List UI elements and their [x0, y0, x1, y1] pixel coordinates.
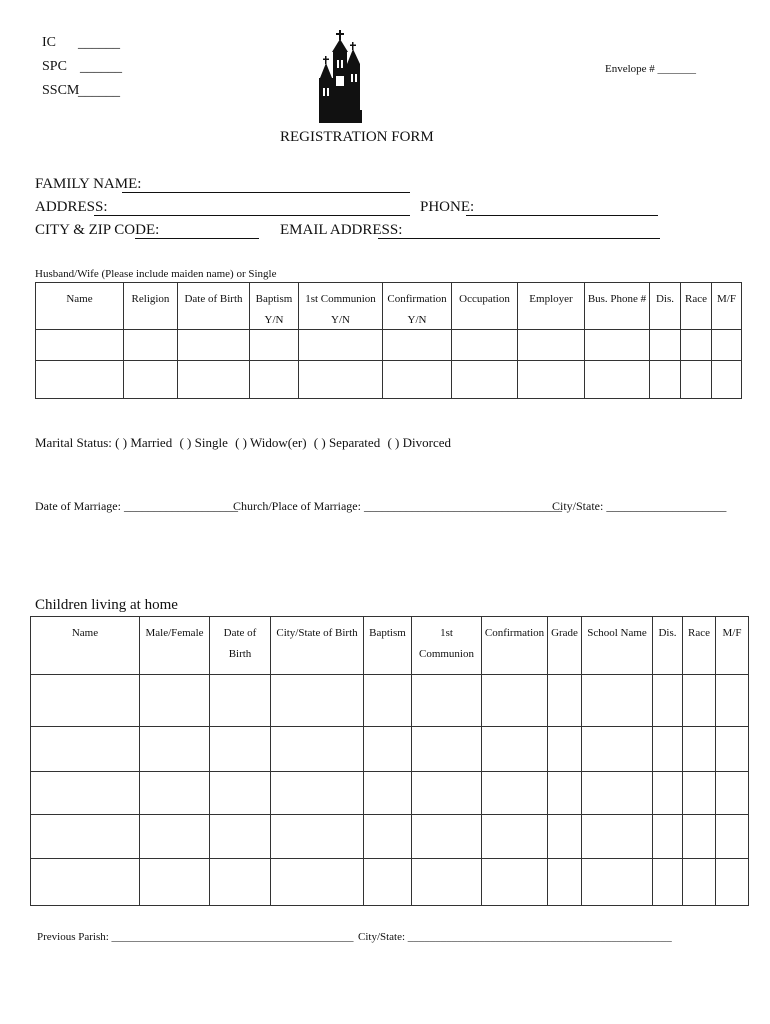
table-cell[interactable] — [364, 675, 412, 727]
table-row — [31, 675, 749, 727]
table-cell[interactable] — [683, 859, 716, 906]
email-label: EMAIL ADDRESS: — [280, 222, 403, 238]
table-cell[interactable] — [124, 330, 178, 361]
envelope-number-label: Envelope # _______ — [605, 63, 697, 75]
table-cell[interactable] — [140, 727, 210, 772]
table-cell[interactable] — [31, 859, 140, 906]
table-cell[interactable] — [383, 361, 452, 399]
table-cell[interactable] — [299, 361, 383, 399]
table-row — [31, 727, 749, 772]
table-cell[interactable] — [140, 859, 210, 906]
table-row — [36, 330, 742, 361]
col-baptism: Baptism Y/N — [250, 283, 299, 330]
address-label: ADDRESS: — [35, 199, 108, 215]
col-occupation: Occupation — [452, 283, 518, 330]
table-cell[interactable] — [582, 675, 653, 727]
spc-label: SPC — [42, 59, 67, 74]
marital-option-widower[interactable]: ( ) Widow(er) — [235, 435, 307, 450]
table-cell[interactable] — [271, 727, 364, 772]
col-child-date-of-birth: Date of Birth — [210, 617, 271, 675]
table-cell[interactable] — [124, 361, 178, 399]
table-cell[interactable] — [683, 727, 716, 772]
table-cell[interactable] — [412, 859, 482, 906]
table-cell[interactable] — [140, 772, 210, 815]
table-cell[interactable] — [548, 675, 582, 727]
col-name: Name — [36, 283, 124, 330]
table-cell[interactable] — [653, 772, 683, 815]
table-cell[interactable] — [210, 727, 271, 772]
table-cell[interactable] — [548, 727, 582, 772]
table-cell[interactable] — [585, 361, 650, 399]
marital-option-separated[interactable]: ( ) Separated — [313, 435, 381, 450]
table-cell[interactable] — [210, 772, 271, 815]
city-zip-field[interactable] — [135, 226, 259, 239]
table-cell[interactable] — [36, 330, 124, 361]
table-cell[interactable] — [716, 727, 749, 772]
table-cell[interactable] — [482, 727, 548, 772]
table-cell[interactable] — [681, 330, 712, 361]
table-cell[interactable] — [210, 815, 271, 859]
table-cell[interactable] — [716, 772, 749, 815]
family-name-label: FAMILY NAME: — [35, 176, 142, 192]
table-cell[interactable] — [482, 815, 548, 859]
table-cell[interactable] — [271, 815, 364, 859]
table-cell[interactable] — [412, 675, 482, 727]
table-cell[interactable] — [271, 772, 364, 815]
table-cell[interactable] — [582, 772, 653, 815]
table-cell[interactable] — [712, 361, 742, 399]
sscm-blank[interactable]: ______ — [78, 84, 120, 99]
table-cell[interactable] — [548, 859, 582, 906]
marital-status-label: Marital Status: — [35, 435, 112, 450]
table-cell[interactable] — [653, 859, 683, 906]
table-cell[interactable] — [364, 859, 412, 906]
table-cell[interactable] — [548, 772, 582, 815]
col-child-confirmation: Confirmation — [482, 617, 548, 675]
marital-option-single[interactable]: ( ) Single — [179, 435, 228, 450]
table-cell[interactable] — [412, 727, 482, 772]
table-cell[interactable] — [364, 727, 412, 772]
table-row — [36, 361, 742, 399]
email-field[interactable] — [378, 226, 660, 239]
ic-blank[interactable]: ______ — [78, 36, 120, 51]
table-cell[interactable] — [140, 815, 210, 859]
col-employer: Employer — [518, 283, 585, 330]
table-cell[interactable] — [683, 675, 716, 727]
form-title: REGISTRATION FORM — [280, 129, 434, 145]
table-cell[interactable] — [452, 361, 518, 399]
table-cell[interactable] — [716, 859, 749, 906]
table-cell[interactable] — [250, 361, 299, 399]
table-cell[interactable] — [681, 361, 712, 399]
table-row — [31, 859, 749, 906]
table-cell[interactable] — [364, 815, 412, 859]
col-bus-phone: Bus. Phone # — [585, 283, 650, 330]
previous-city-state-field[interactable]: City/State: ________________________________________________ — [358, 931, 672, 943]
table-cell[interactable] — [299, 330, 383, 361]
table-cell[interactable] — [548, 815, 582, 859]
table-cell[interactable] — [31, 675, 140, 727]
church-icon — [316, 30, 364, 124]
sscm-label: SSCM — [42, 83, 80, 98]
table-cell[interactable] — [482, 675, 548, 727]
city-zip-label: CITY & ZIP CODE: — [35, 222, 160, 238]
col-first-communion: 1st Communion Y/N — [299, 283, 383, 330]
table-cell[interactable] — [582, 727, 653, 772]
col-child-race: Race — [683, 617, 716, 675]
table-cell[interactable] — [383, 330, 452, 361]
table-cell[interactable] — [653, 727, 683, 772]
table-cell[interactable] — [716, 675, 749, 727]
col-child-baptism: Baptism — [364, 617, 412, 675]
table-row — [31, 772, 749, 815]
table-cell[interactable] — [582, 815, 653, 859]
table-cell[interactable] — [271, 675, 364, 727]
adults-table — [35, 282, 742, 399]
table-cell[interactable] — [31, 815, 140, 859]
previous-parish-field[interactable]: Previous Parish: ____________________________________________ — [37, 931, 354, 943]
church-of-marriage-field[interactable]: Church/Place of Marriage: _________________________________ — [233, 499, 562, 513]
col-grade: Grade — [548, 617, 582, 675]
col-child-mf: M/F — [716, 617, 749, 675]
children-caption: Children living at home — [35, 597, 178, 613]
table-cell[interactable] — [518, 330, 585, 361]
col-child-dis: Dis. — [653, 617, 683, 675]
col-school-name: School Name — [582, 617, 653, 675]
col-mf: M/F — [712, 283, 742, 330]
adults-caption: Husband/Wife (Please include maiden name) or Single — [35, 268, 277, 280]
table-cell[interactable] — [210, 859, 271, 906]
table-cell[interactable] — [452, 330, 518, 361]
col-date-of-birth: Date of Birth — [178, 283, 250, 330]
col-male-female: Male/Female — [140, 617, 210, 675]
table-cell[interactable] — [250, 330, 299, 361]
table-cell[interactable] — [585, 330, 650, 361]
table-cell[interactable] — [582, 859, 653, 906]
phone-label: PHONE: — [420, 199, 475, 215]
family-name-field[interactable] — [122, 180, 410, 193]
col-confirmation: Confirmation Y/N — [383, 283, 452, 330]
table-cell[interactable] — [653, 675, 683, 727]
table-cell[interactable] — [716, 815, 749, 859]
phone-field[interactable] — [466, 203, 658, 216]
spc-blank[interactable]: ______ — [80, 60, 122, 75]
table-cell[interactable] — [482, 859, 548, 906]
table-cell[interactable] — [712, 330, 742, 361]
table-cell[interactable] — [271, 859, 364, 906]
col-city-state-of-birth: City/State of Birth — [271, 617, 364, 675]
table-cell[interactable] — [178, 361, 250, 399]
table-cell[interactable] — [650, 330, 681, 361]
table-cell[interactable] — [412, 815, 482, 859]
ic-label: IC — [42, 35, 56, 50]
table-cell[interactable] — [412, 772, 482, 815]
table-cell[interactable] — [650, 361, 681, 399]
table-cell[interactable] — [364, 772, 412, 815]
marital-option-divorced[interactable]: ( ) Divorced — [387, 435, 451, 450]
table-cell[interactable] — [36, 361, 124, 399]
table-cell[interactable] — [683, 772, 716, 815]
col-race: Race — [681, 283, 712, 330]
table-cell[interactable] — [210, 675, 271, 727]
table-row — [31, 815, 749, 859]
table-cell[interactable] — [31, 772, 140, 815]
address-field[interactable] — [94, 203, 410, 216]
table-cell[interactable] — [518, 361, 585, 399]
date-of-marriage-field[interactable]: Date of Marriage: ___________________ — [35, 499, 238, 513]
col-religion: Religion — [124, 283, 178, 330]
col-child-first-communion: 1st Communion — [412, 617, 482, 675]
table-cell[interactable] — [31, 727, 140, 772]
table-cell[interactable] — [178, 330, 250, 361]
marital-option-married[interactable]: ( ) Married — [115, 435, 173, 450]
col-dis: Dis. — [650, 283, 681, 330]
table-cell[interactable] — [482, 772, 548, 815]
table-cell[interactable] — [653, 815, 683, 859]
marital-status-row — [35, 435, 451, 451]
table-cell[interactable] — [140, 675, 210, 727]
marriage-city-state-field[interactable]: City/State: ____________________ — [552, 499, 727, 513]
col-child-name: Name — [31, 617, 140, 675]
table-cell[interactable] — [683, 815, 716, 859]
children-table — [30, 616, 749, 906]
